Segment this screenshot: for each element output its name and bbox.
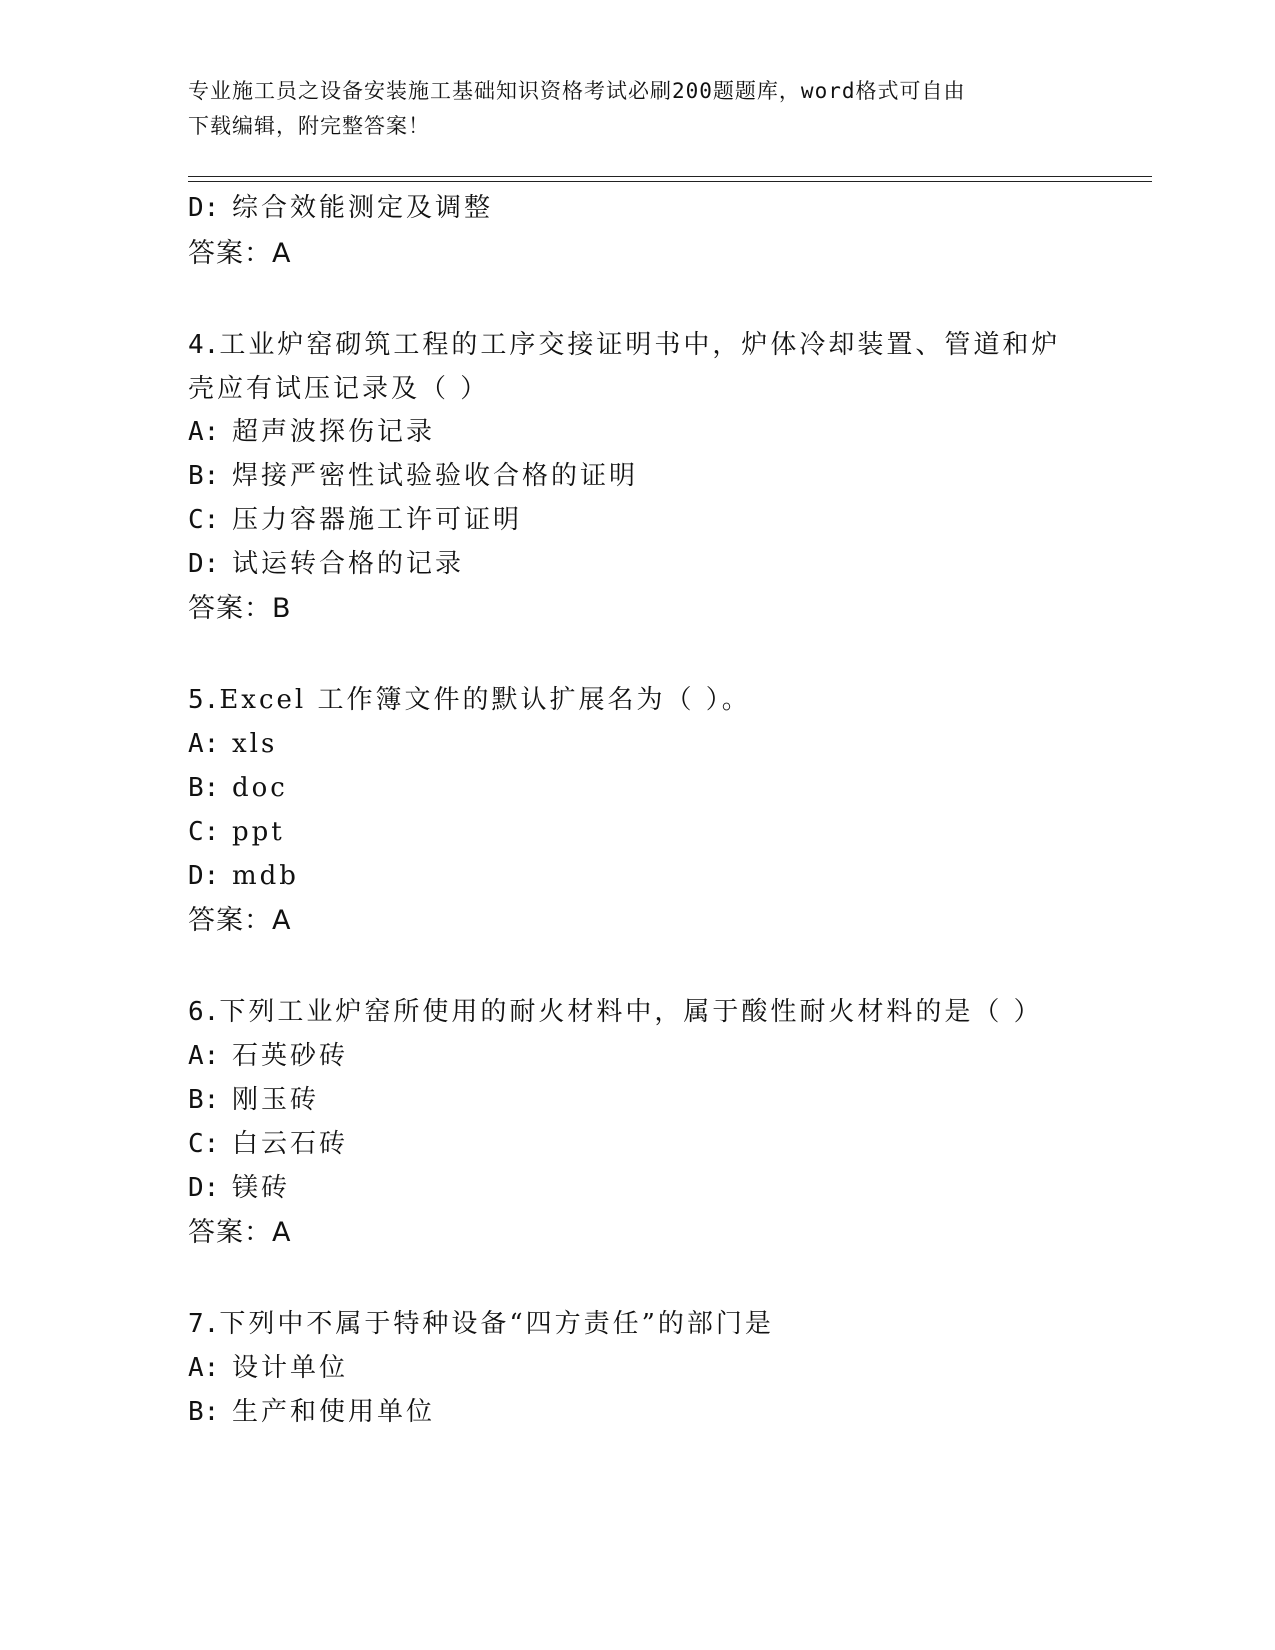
option-text: 生产和使用单位 xyxy=(232,1397,436,1427)
option-label: B: xyxy=(188,461,220,491)
header-line-1: 专业施工员之设备安装施工基础知识资格考试必刷200题题库，word格式可自由 xyxy=(188,79,966,103)
option-label: A: xyxy=(188,729,220,759)
q6-option-a xyxy=(188,1039,348,1073)
q5-option-d xyxy=(188,859,299,893)
option-text: 刚玉砖 xyxy=(232,1085,320,1115)
option-text: mdb xyxy=(232,861,299,891)
option-text: 白云石砖 xyxy=(232,1129,349,1159)
option-text: 石英砂砖 xyxy=(232,1041,349,1071)
option-text: 综合效能测定及调整 xyxy=(232,193,494,223)
question-number: 7. xyxy=(188,1309,220,1339)
q7-option-a xyxy=(188,1351,348,1385)
q6-option-d xyxy=(188,1171,290,1205)
q4-option-d xyxy=(188,547,464,581)
q3-answer: 答案：A xyxy=(188,238,292,269)
q7-option-b xyxy=(188,1395,435,1429)
q4-answer: 答案：B xyxy=(188,593,292,624)
question-stem: 工业炉窑砌筑工程的工序交接证明书中，炉体冷却装置、管道和炉 xyxy=(219,330,1061,360)
option-text: 焊接严密性试验验收合格的证明 xyxy=(232,461,639,491)
q4-stem-line-2: 壳应有试压记录及（ ） xyxy=(188,374,490,404)
q6-option-b xyxy=(188,1083,319,1117)
header-divider-top xyxy=(188,176,1152,177)
option-label: C: xyxy=(188,1129,220,1159)
q4-option-b xyxy=(188,459,638,493)
option-label: D: xyxy=(188,193,220,223)
option-label: B: xyxy=(188,1397,220,1427)
question-stem: 下列中不属于特种设备“四方责任”的部门是 xyxy=(219,1309,774,1339)
question-number: 6. xyxy=(188,997,220,1027)
q6-stem-line-1 xyxy=(188,995,1043,1029)
q4-stem-line-1 xyxy=(188,328,1060,362)
q3-option-d xyxy=(188,191,493,225)
header-divider-bottom xyxy=(188,181,1152,182)
option-text: doc xyxy=(232,773,288,803)
q4-option-c xyxy=(188,503,522,537)
option-label: D: xyxy=(188,861,220,891)
option-text: 压力容器施工许可证明 xyxy=(232,505,523,535)
option-text: 超声波探伤记录 xyxy=(232,417,436,447)
option-text: 试运转合格的记录 xyxy=(232,549,465,579)
q5-option-c xyxy=(188,815,285,849)
question-stem: Excel 工作簿文件的默认扩展名为（ ）。 xyxy=(219,685,751,715)
option-label: B: xyxy=(188,773,220,803)
header-line-2: 下载编辑，附完整答案！ xyxy=(188,114,430,138)
q5-option-a xyxy=(188,727,277,761)
option-label: D: xyxy=(188,1173,220,1203)
option-text: 镁砖 xyxy=(232,1173,291,1203)
option-text: ppt xyxy=(232,817,285,847)
question-stem: 下列工业炉窑所使用的耐火材料中，属于酸性耐火材料的是（ ） xyxy=(219,997,1043,1027)
option-label: C: xyxy=(188,505,220,535)
option-label: B: xyxy=(188,1085,220,1115)
q6-answer: 答案：A xyxy=(188,1217,292,1248)
option-text: xls xyxy=(232,729,278,759)
q5-option-b xyxy=(188,771,288,805)
option-label: C: xyxy=(188,817,220,847)
q5-answer: 答案：A xyxy=(188,905,292,936)
option-label: A: xyxy=(188,1353,220,1383)
q7-stem-line-1 xyxy=(188,1307,774,1341)
q4-option-a xyxy=(188,415,435,449)
option-label: D: xyxy=(188,549,220,579)
q5-stem-line-1 xyxy=(188,683,751,717)
document-header xyxy=(188,74,1088,144)
option-text: 设计单位 xyxy=(232,1353,349,1383)
q6-option-c xyxy=(188,1127,348,1161)
question-number: 5. xyxy=(188,685,220,715)
question-number: 4. xyxy=(188,330,220,360)
option-label: A: xyxy=(188,417,220,447)
option-label: A: xyxy=(188,1041,220,1071)
